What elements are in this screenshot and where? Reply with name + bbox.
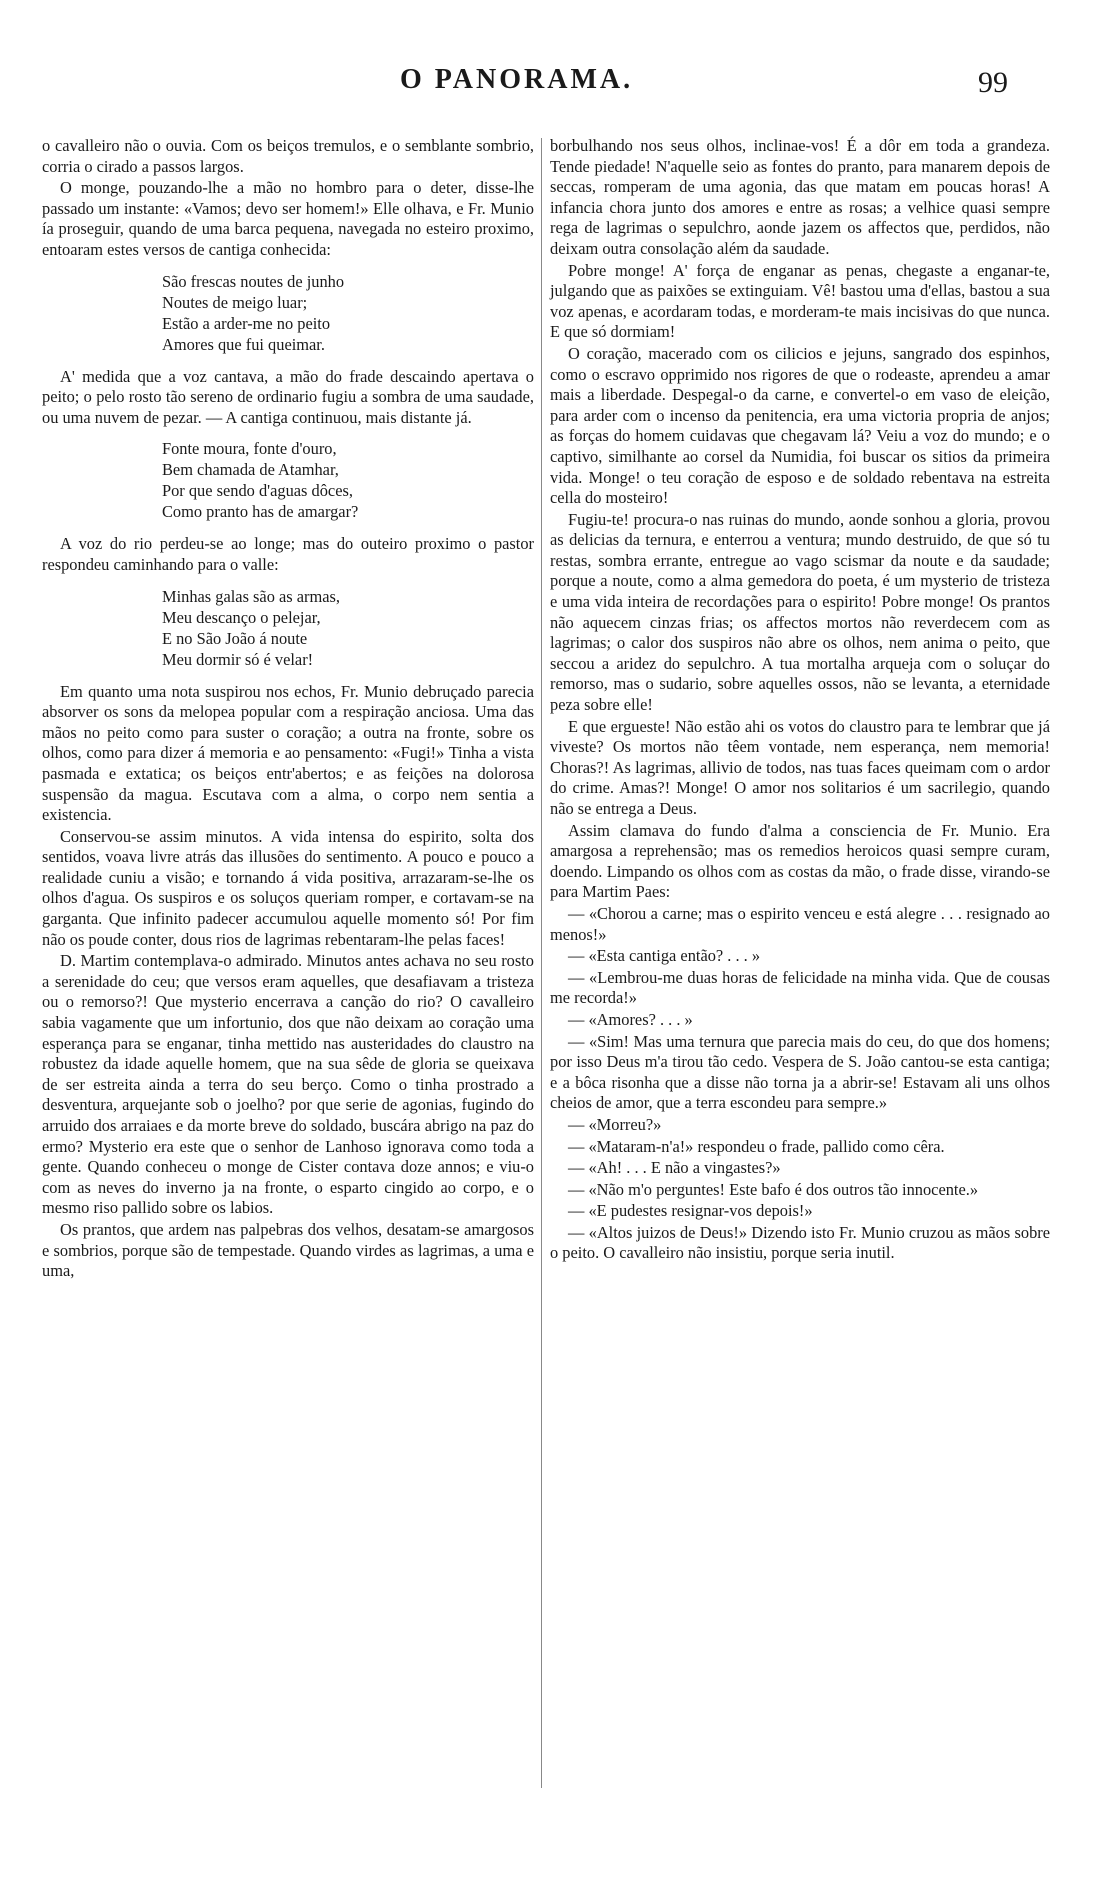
verse-stanza bbox=[162, 586, 534, 670]
paragraph: Fugiu-te! procura-o nas ruinas do mundo, aonde sonhou a gloria, provou as delicias da ternura, e enterrou a ventura; mundo destruido, de que só tu restas, sombra errante, entregue ao vago scismar da noute e da saudade; porque a noute, como a alma gemedora do poeta, é um mysterio de tristeza e uma vida inteira de recordações para o espirito! Pobre monge! Os prantos não aquecem cinzas frias; os affectos mortos não reverdecem com as lagrimas; o calor dos suspiros não abre os olhos, nem anima o peito, que seccou a aridez do sepulchro. A tua mortalha arqueja com o soluçar do remorso, mas o sudario, sobre aquelles ossos, não se levanta, a eternidade peza sobre elle! bbox=[550, 509, 1050, 715]
journal-title: O PANORAMA. bbox=[400, 64, 634, 95]
verse-stanza bbox=[162, 438, 534, 522]
dialogue-line: — «E pudestes resignar-vos depois!» bbox=[568, 1201, 813, 1221]
verse-line: Minhas galas são as armas, bbox=[162, 586, 340, 606]
paragraph: O monge, pouzando-lhe a mão no hombro para o deter, disse-lhe passado um instante: «Vamos; devo ser homem!» Elle olhava, e Fr. Munio ía proseguir, quando de uma barca pequena, navegada no esteiro proximo, entoaram estes versos de cantiga conhecida: bbox=[42, 178, 534, 259]
dialogue-line: — «Esta cantiga então? . . . » bbox=[568, 946, 761, 966]
page-header bbox=[0, 0, 1100, 140]
verse-stanza bbox=[162, 271, 534, 355]
verse-line: Amores que fui queimar. bbox=[162, 334, 325, 354]
paragraph: Pobre monge! A' força de enganar as penas, chegaste a enganar-te, julgando que as paixões se extinguiam. Vê! bastou uma d'ellas, bastou a sua voz apenas, e acordaram todas, e morderam-te mais incisivas do que nunca. E que só dormiam! bbox=[550, 260, 1050, 342]
verse-line: Meu descanço o pelejar, bbox=[162, 607, 321, 627]
verse-line: Noutes de meigo luar; bbox=[162, 292, 308, 312]
dialogue-line: — «Chorou a carne; mas o espirito venceu e está alegre . . . resignado ao menos!» bbox=[550, 903, 1050, 944]
paragraph: Conservou-se assim minutos. A vida intensa do espirito, solta dos sentidos, voava livre atrás das illusões do sentimento. A pouco e pouco a realidade cuniu a visão; e tornando á vida positiva, arrazaram-se-lhe os olhos d'agua. Os suspiros e os soluços queriam romper, e cortavam-se na garganta. Que infinito padecer accumulou aquelle momento só! Por fim não os poude conter, dous rios de lagrimas rebentaram-lhe pelas faces! bbox=[42, 826, 534, 949]
verse-line: Fonte moura, fonte d'ouro, bbox=[162, 439, 337, 459]
dialogue-line: — «Ah! . . . E não a vingastes?» bbox=[568, 1158, 781, 1178]
dialogue-line: — «Mataram-n'a!» respondeu o frade, pallido como cêra. bbox=[568, 1136, 945, 1156]
paragraph: Assim clamava do fundo d'alma a consciencia de Fr. Munio. Era amargosa a reprehensão; mas os remedios heroicos quasi sempre curam, doendo. Limpando os olhos com as costas da mão, o frade disse, virando-se para Martim Paes: bbox=[550, 820, 1050, 902]
paragraph: A' medida que a voz cantava, a mão do frade descaindo apertava o peito; o pelo rosto tão sereno de ordinario fugiu a sombra de uma saudade, ou uma nuvem de pezar. — A cantiga continuou, mais distante já. bbox=[42, 366, 534, 427]
paragraph: Os prantos, que ardem nas palpebras dos velhos, desatam-se amargosos e sombrios, porque são de tempestade. Quando virdes as lagrimas, a uma e uma, bbox=[42, 1219, 534, 1281]
dialogue-line: — «Sim! Mas uma ternura que parecia mais do ceu, do que dos homens; por isso Deus m'a tirou tão cedo. Vespera de S. João cantou-se esta cantiga; e a bôca risonha que a disse não torna ja a abrir-se! Estavam ali uns olhos cheios de amor, que a terra escondeu para sempre.» bbox=[550, 1031, 1050, 1113]
verse-line: E no São João á noute bbox=[162, 628, 308, 648]
paragraph: Em quanto uma nota suspirou nos echos, Fr. Munio debruçado parecia absorver os sons da melopea popular com a respiração anciosa. Uma das mãos no peito como para suster o coração; a outra na fronte, sobre os olhos, como para dizer á memoria e ao pensamento: «Fugi!» Tinha a vista pasmada e extatica; os beiços entr'abertos; e as feições na dolorosa suspensão da magua. Escutava com a alma, o corpo nem sentia a existencia. bbox=[42, 681, 534, 825]
verse-line: Meu dormir só é velar! bbox=[162, 649, 314, 669]
paragraph: A voz do rio perdeu-se ao longe; mas do outeiro proximo o pastor respondeu caminhando para o valle: bbox=[42, 534, 534, 574]
paragraph: borbulhando nos seus olhos, inclinae-vos! É a dôr em toda a grandeza. Tende piedade! N'aquelle seio as fontes do pranto, para manarem depois de seccas, romperam de uma agonia, das que matam em poucas horas! A infancia chora junto dos amores e entre as rosas; a velhice quasi sempre rega de lagrimas o sepulchro, aonde jazem os affectos que, perdidos, não deixam outra consolação além da saudade. bbox=[550, 136, 1050, 258]
page-number: 99 bbox=[978, 66, 1008, 99]
dialogue-line: — «Não m'o perguntes! Este bafo é dos outros tão innocente.» bbox=[568, 1179, 979, 1199]
dialogue-line: — «Lembrou-me duas horas de felicidade na minha vida. Que de cousas me recorda!» bbox=[550, 967, 1050, 1008]
left-column bbox=[42, 136, 534, 1283]
verse-line: Como pranto has de amargar? bbox=[162, 502, 359, 522]
verse-line: Por que sendo d'aguas dôces, bbox=[162, 481, 353, 501]
paragraph: E que ergueste! Não estão ahi os votos do claustro para te lembrar que já viveste? Os mortos não têem vontade, nem esperança, nem memoria! Choras?! As lagrimas, allivio de todos, nas tuas faces queimam com o ardor do crime. Amas?! Monge! O amor nos solitarios é um sacrilegio, quando não se entrega a Deus. bbox=[550, 716, 1050, 818]
paragraph: o cavalleiro não o ouvia. Com os beiços tremulos, e o semblante sombrio, corria o cirado a passos largos. bbox=[42, 136, 534, 176]
verse-line: São frescas noutes de junho bbox=[162, 271, 345, 291]
dialogue-line: — «Amores? . . . » bbox=[568, 1009, 693, 1029]
paragraph: O coração, macerado com os cilicios e jejuns, sangrado dos espinhos, como o escravo opprimido nos rigores de que o rodeaste, aprendeu a amar mais a liberdade. Despegal-o da carne, e convertel-o em vaso de eleição, para arder com o incenso da penitencia, era uma victoria propria de anjos; as forças do homem cuidavas que chegavam lá? Veiu a voz do mundo; e o captivo, similhante ao corsel da Numidia, foi buscar os sitios da primeira vida. Monge! o teu coração de esposo e de soldado rebentava na estreita cella do mosteiro! bbox=[550, 343, 1050, 508]
dialogue-line: — «Altos juizos de Deus!» Dizendo isto Fr. Munio cruzou as mãos sobre o peito. O cavalleiro não insistiu, porque seria inutil. bbox=[550, 1222, 1050, 1263]
right-column bbox=[550, 136, 1050, 1265]
paragraph: D. Martim contemplava-o admirado. Minutos antes achava no seu rosto a serenidade do ceu; que versos eram aquelles, que desafiavam a tristeza ou o remorso?! Que mysterio encerrava a canção do rio? O cavalleiro sabia vagamente que um infortunio, dos que não deixam ao coração uma esperança para se enganar, tinha mettido nas austeridades do claustro na robustez da idade aquelle homem, que na sua sêde de gloria se queixava de ser estreita ainda a terra do seu berço. Como o tinha prostrado a desventura, arquejante sob o joelho? por que serie de agonias, fugindo do arruido dos arraiaes e da morte breve do soldado, buscára abrigo na paz do ermo? Mysterio era este que o senhor de Lanhoso ignorava como toda a gente. Quando conheceu o monge de Cister contava doze annos; e viu-o com as neves do inverno ja na fronte, o esparto cingido ao corpo, e o mesmo riso pallido sobre os labios. bbox=[42, 951, 534, 1218]
verse-line: Estão a arder-me no peito bbox=[162, 313, 331, 333]
verse-line: Bem chamada de Atamhar, bbox=[162, 460, 339, 480]
column-divider bbox=[541, 138, 542, 1788]
dialogue-line: — «Morreu?» bbox=[568, 1114, 662, 1134]
